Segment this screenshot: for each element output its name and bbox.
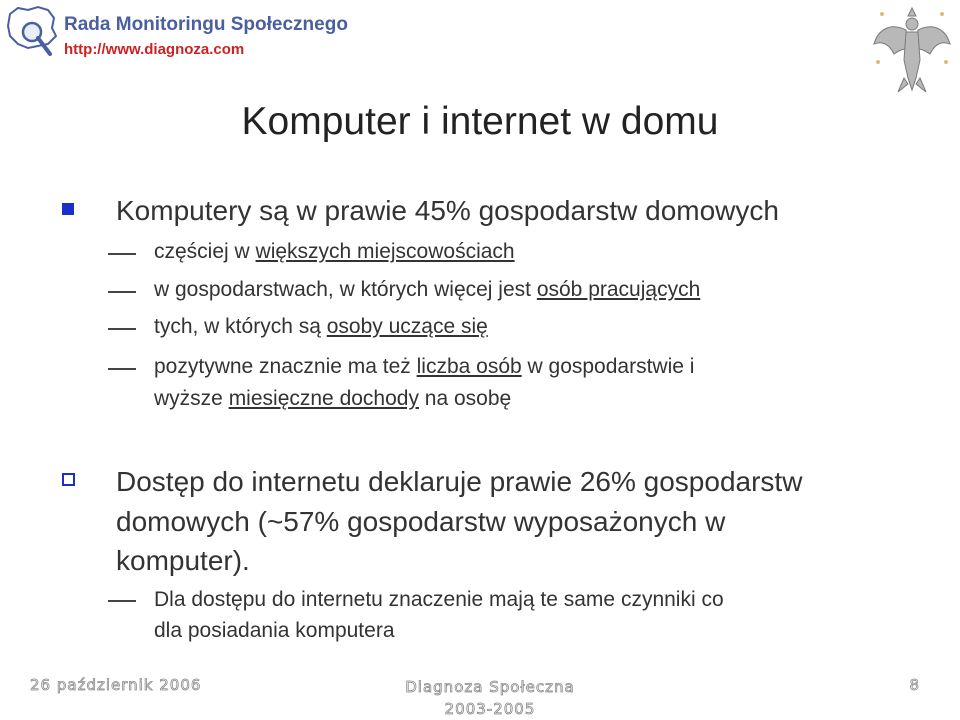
footer-center-line-1: Diagnoza Społeczna (405, 678, 575, 696)
dash-icon (108, 253, 136, 255)
bullet-2-subitem-line-2: dla posiadania komputera (154, 619, 395, 642)
logo-title: Rada Monitoringu Społecznego (64, 14, 348, 35)
subitem-2-link[interactable]: osób pracujących (536, 278, 701, 301)
footer-center (390, 676, 590, 720)
subitem-1-link[interactable]: większych miejscowościach (255, 240, 515, 263)
dash-icon (108, 291, 136, 293)
subitem-4-continuation: wyższe miesięczne dochody na osobę (154, 387, 512, 410)
bullet-2-subitem-line-1: Dla dostępu do internetu znaczenie mają te same czynniki co (154, 588, 724, 611)
poland-map-magnifier-icon (4, 4, 64, 66)
slide-title: Komputer i internet w domu (241, 100, 719, 143)
bullet-2-line-2: domowych (~57% gospodarstw wyposażonych w (116, 506, 726, 537)
bullet-2-line-1: Dostęp do internetu deklaruje prawie 26% gospodarstw (116, 466, 803, 497)
bullet-square-icon (62, 203, 74, 215)
page-number: 8 (909, 676, 920, 694)
dash-icon (108, 368, 136, 370)
subitem-2: w gospodarstwach, w których więcej jest osób pracujących (154, 278, 701, 301)
subitem-4: pozytywne znacznie ma też liczba osób w gospodarstwie i (154, 355, 695, 378)
subitem-4-link-2[interactable]: miesięczne dochody (228, 387, 419, 410)
bullet-square-outline-icon (62, 473, 75, 486)
subitem-4-link[interactable]: liczba osób (416, 355, 522, 378)
subitem-3: tych, w których są osoby uczące się (154, 315, 488, 338)
logo-url[interactable]: http://www.diagnoza.com (64, 41, 245, 58)
eagle-emblem-icon (870, 0, 954, 96)
subitem-1: częściej w większych miejscowościach (154, 240, 515, 263)
bullet-1-text: Komputery są w prawie 45% gospodarstw domowych (116, 195, 779, 226)
dash-icon (108, 600, 136, 602)
subitem-3-link[interactable]: osoby uczące się (326, 315, 488, 338)
footer-date: 26 październik 2006 (30, 676, 202, 694)
logo (4, 4, 348, 66)
footer-center-line-2: 2003-2005 (444, 700, 536, 718)
bullet-2-line-3: komputer). (116, 545, 250, 576)
dash-icon (108, 328, 136, 330)
